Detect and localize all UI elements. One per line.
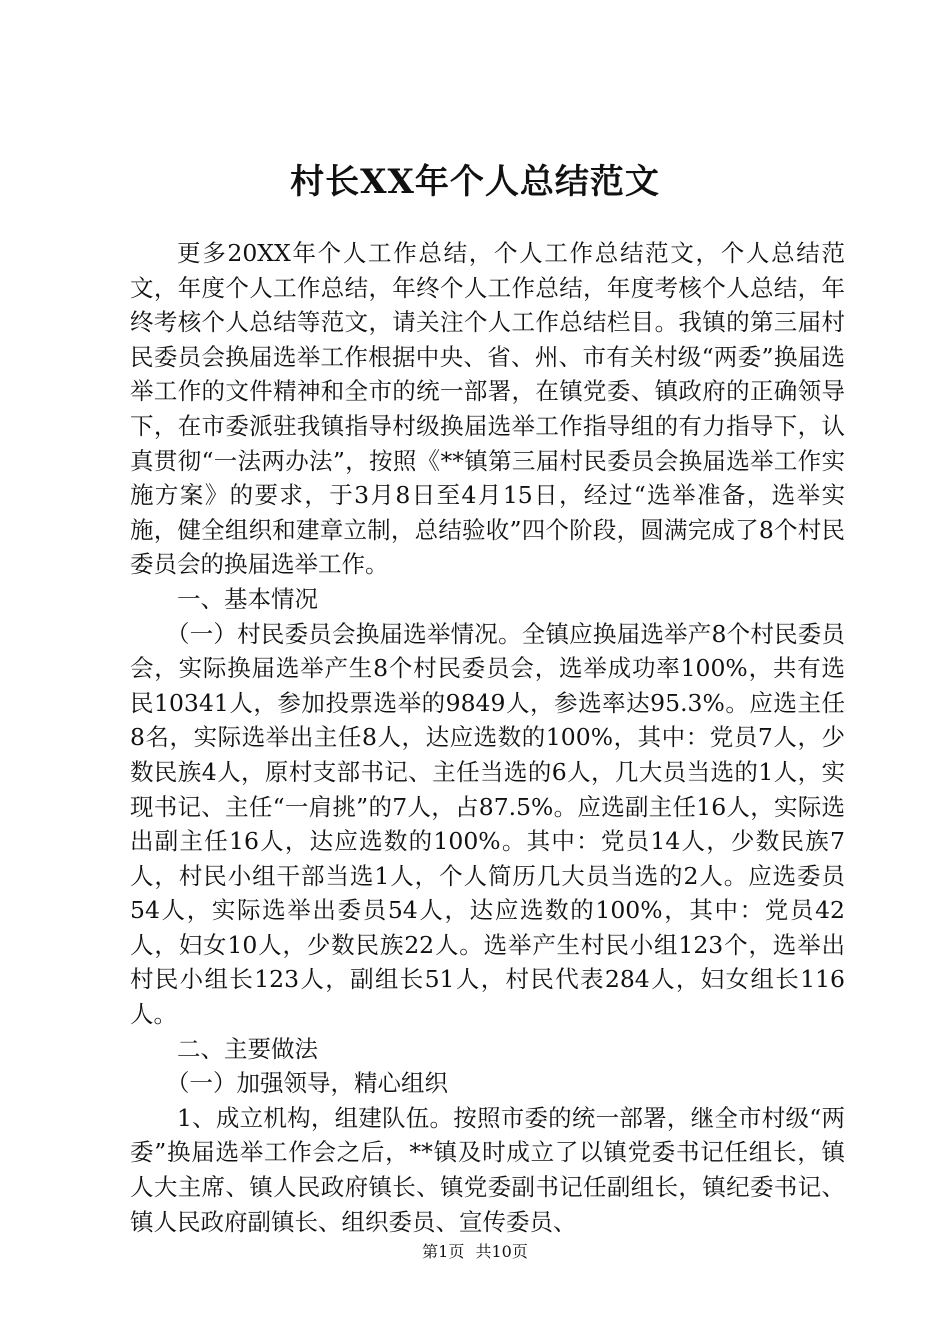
paragraph-intro: 更多20XX年个人工作总结，个人工作总结范文，个人总结范文，年度个人工作总结，年终个人工作总结，年度考核个人总结，年终考核个人总结等范文，请关注个人工作总结栏目。我镇的第三届村民委员会换届选举工作根据中央、省、州、市有关村级“两委”换届选举工作的文件精神和全市的统一部署，在镇党委、镇政府的正确领导下，在市委派驻我镇指导村级换届选举工作指导组的有力指导下，认真贯彻“一法两办法”，按照《**镇第三届村民委员会换届选举工作实施方案》的要求，于3月8日至4月15日，经过“选举准备，选举实施，健全组织和建章立制，总结验收”四个阶段，圆满完成了8个村民委员会的换届选举工作。 — [130, 239, 845, 579]
document-title: 村长XX年个人总结范文 — [290, 162, 660, 202]
section-heading-basic: 一、基本情况 — [177, 584, 318, 613]
paragraph-organization: 1、成立机构，组建队伍。按照市委的统一部署，继全市村级“两委”换届选举工作会之后，**镇及时成立了以镇党委书记任组长，镇人大主席、镇人民政府镇长、镇党委副书记任副组长，镇纪委书记、镇人民政府副镇长、组织委员、宣传委员、 — [130, 1103, 845, 1236]
subsection-heading-leadership: （一）加强领导，精心组织 — [166, 1069, 448, 1098]
page-number: 第1页 — [422, 1242, 465, 1261]
page-footer — [0, 1242, 950, 1262]
paragraph-election-stats: （一）村民委员会换届选举情况。全镇应换届选举产8个村民委员会，实际换届选举产生8个村民委员会，选举成功率100%，共有选民10341人，参加投票选举的9849人，参选率达95.3%。应选主任8名，实际选举出主任8人，达应选数的100%，其中：党员7人，少数民族4人，原村支部书记、主任当选的6人，几大员当选的1人，实现书记、主任“一肩挑”的7人，占87.5%。应选副主任16人，实际选出副主任16人，达应选数的100%。其中：党员14人，少数民族7人，村民小组干部当选1人，个人简历几大员当选的2人。应选委员54人，实际选举出委员54人，达应选数的100%，其中：党员42人，妇女10人，少数民族22人。选举产生村民小组123个，选举出村民小组长123人，副组长51人，村民代表284人，妇女组长116人。 — [130, 619, 845, 1029]
page-total: 共10页 — [475, 1242, 528, 1261]
section-heading-methods: 二、主要做法 — [177, 1034, 318, 1063]
document-body — [130, 236, 845, 1239]
